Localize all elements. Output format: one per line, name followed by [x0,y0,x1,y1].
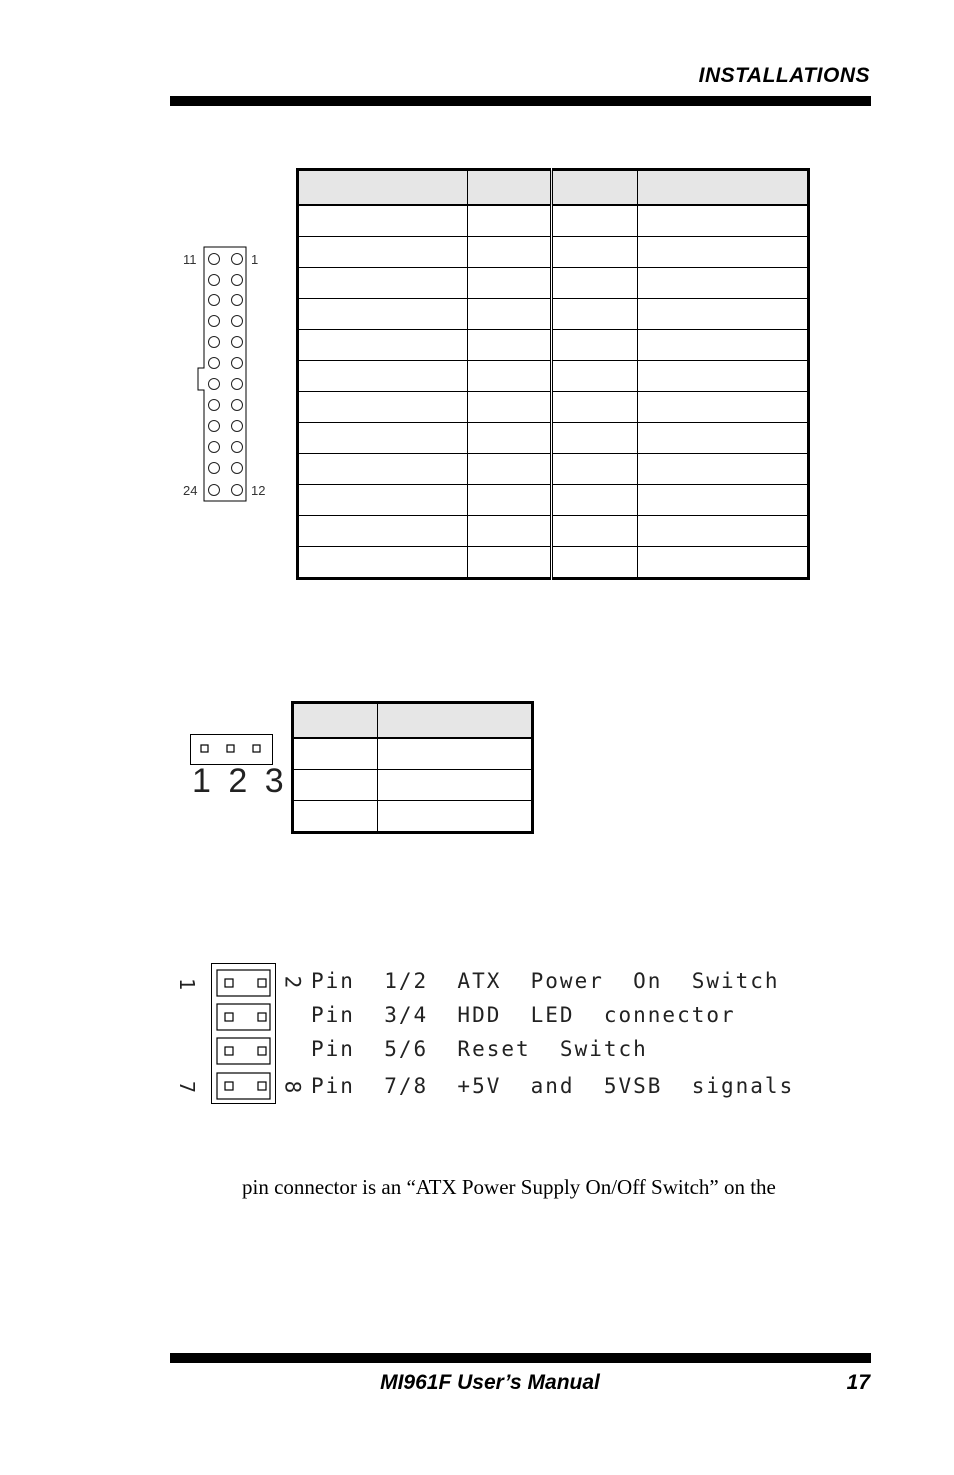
table-row [298,205,809,237]
front-panel-mark-7: 7 [175,1080,200,1096]
front-panel-mark-8: 8 [280,1080,305,1096]
body-paragraph: pin connector is an “ATX Power Supply On/Off Switch” on the [242,1175,776,1199]
table-row [298,361,809,392]
table-row [298,485,809,516]
table-row [298,237,809,268]
table-row [298,516,809,547]
table-row [298,454,809,485]
page-number: 17 [846,1371,870,1394]
footer-rule [170,1353,871,1363]
table-row [293,738,533,770]
section-title: INSTALLATIONS [698,64,870,87]
table-row [298,299,809,330]
atx-24pin-connector-diagram [178,244,278,506]
table-row [298,268,809,299]
table-row [298,423,809,454]
table-header-row [293,703,533,739]
header-rule [170,96,871,106]
manual-title: MI961F User’s Manual [380,1371,600,1394]
table-row [293,801,533,833]
table-row [298,330,809,361]
pin-label-1: 1 [251,252,259,267]
table-header-row [298,170,809,206]
pin-label-12: 12 [251,483,266,498]
front-panel-mark-1: 1 [175,977,200,993]
atx-pin-table [296,168,810,580]
table-row [293,770,533,801]
table-row [298,392,809,423]
front-panel-pin-3-4: Pin 3/4 HDD LED connector [311,1003,736,1027]
front-panel-pin-7-8: Pin 7/8 +5V and 5VSB signals [311,1074,795,1098]
3pin-table [291,701,534,834]
front-panel-mark-2: 2 [280,975,305,991]
pin-label-24: 24 [183,483,198,498]
table-row [298,547,809,579]
pin-label-11: 11 [183,252,197,267]
front-panel-pin-5-6: Pin 5/6 Reset Switch [311,1037,648,1061]
3pin-numbers: 1 2 3 [192,762,288,800]
front-panel-pin-1-2: Pin 1/2 ATX Power On Switch [311,969,780,993]
